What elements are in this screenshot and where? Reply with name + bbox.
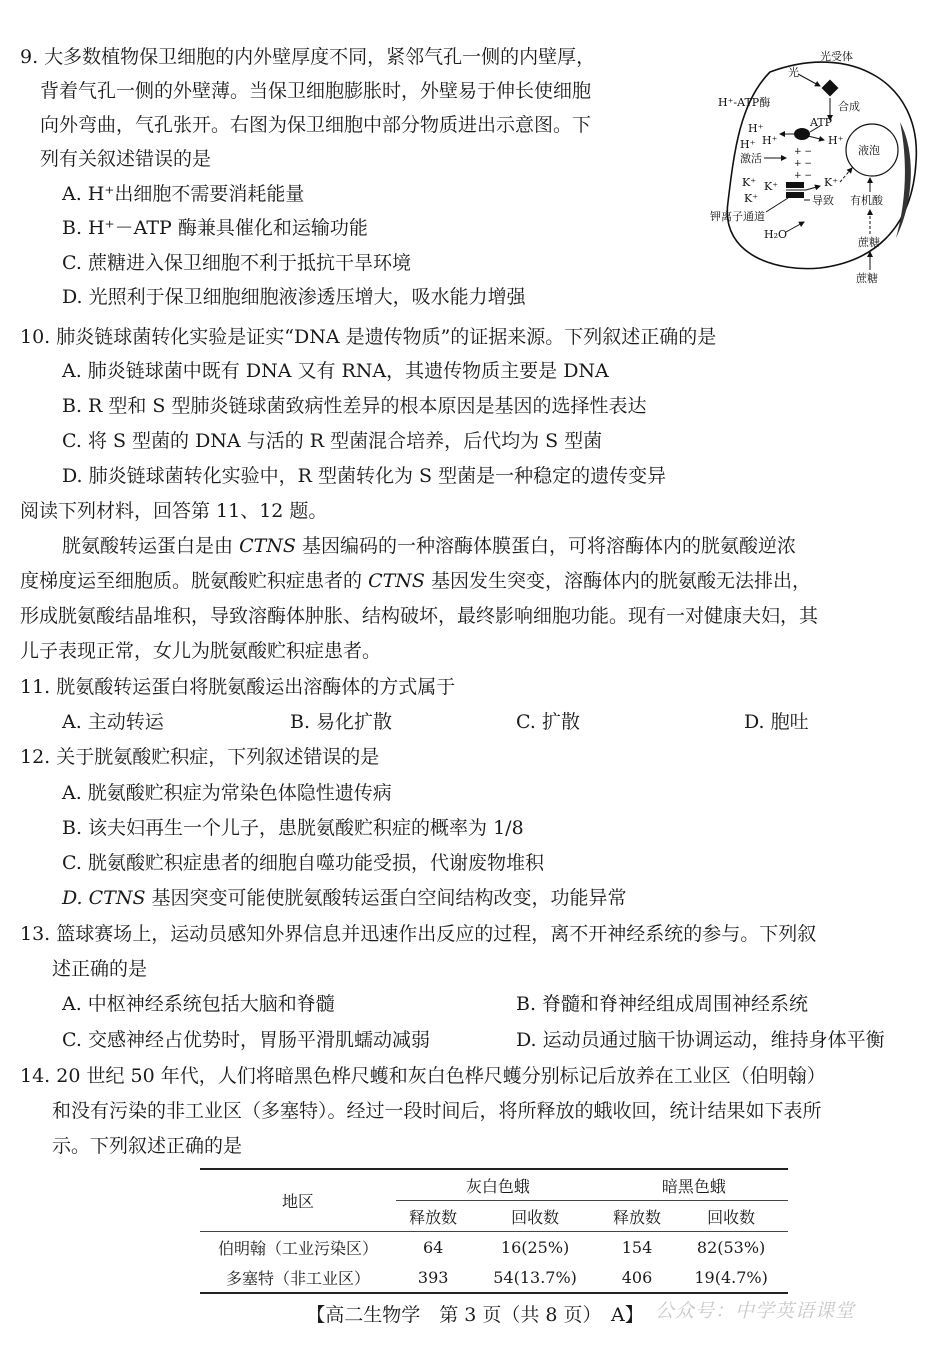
q14-stem-line-2: 和没有污染的非工业区（多塞特）。经过一段时间后，将所释放的蛾收回，统计结果如下表所 <box>52 1100 822 1122</box>
q12-option-d: D. CTNS 基因突变可能使胱氨酸转运蛋白空间结构改变，功能异常 <box>62 887 627 909</box>
table-row <box>200 1232 788 1263</box>
light-moth-header: 灰白色蛾 <box>396 1169 600 1201</box>
activate-label: 激活 <box>740 152 762 165</box>
q12-stem: 12. 关于胱氨酸贮积症，下列叙述错误的是 <box>20 746 380 768</box>
k-label-2: K⁺ <box>764 180 779 193</box>
organic-acid-label: 有机酸 <box>850 194 883 207</box>
q10-option-b: B. R 型和 S 型肺炎链球菌致病性差异的根本原因是基因的选择性表达 <box>62 395 647 417</box>
q10-option-a: A. 肺炎链球菌中既有 DNA 又有 RNA，其遗传物质主要是 DNA <box>62 360 609 382</box>
material-line-3: 形成胱氨酸结晶堆积，导致溶酶体肿胀、结构破坏，最终影响细胞功能。现有一对健康夫妇，其 <box>20 605 819 627</box>
q13-option-a: A. 中枢神经系统包括大脑和脊髓 <box>62 993 335 1015</box>
q9-option-d: D. 光照利于保卫细胞细胞液渗透压增大，吸水能力增强 <box>62 286 526 308</box>
q12-option-b: B. 该夫妇再生一个儿子，患胱氨酸贮积症的概率为 1/8 <box>62 817 524 839</box>
atpase-label: H⁺-ATP酶 <box>718 96 771 109</box>
q11-option-a: A. 主动转运 <box>62 711 164 733</box>
material-line-2: 度梯度运至细胞质。胱氨酸贮积症患者的 CTNS 基因发生突变，溶酶体内的胱氨酸无法排出， <box>20 570 811 592</box>
channel-label: 钾离子通道 <box>710 210 765 223</box>
q14-stem-line-1: 14. 20 世纪 50 年代，人们将暗黑色桦尺蠖和灰白色桦尺蠖分别标记后放养在工业区（伯明翰） <box>20 1065 826 1087</box>
thick-inner-wall <box>896 122 911 238</box>
cell-membrane <box>727 62 916 269</box>
material-line-4: 儿子表现正常，女儿为胱氨酸贮积症患者。 <box>20 640 382 662</box>
q12-option-c: C. 胱氨酸贮积症患者的细胞自噬功能受损，代谢废物堆积 <box>62 852 544 874</box>
light-released-cell: 393 <box>396 1262 470 1293</box>
q14-stem-line-3: 示。下列叙述正确的是 <box>52 1135 243 1157</box>
moth-recapture-table <box>200 1168 788 1294</box>
watermark: 公众号：中学英语课堂 <box>655 1300 856 1322</box>
dark-released-cell: 154 <box>621 1237 653 1257</box>
q10-stem: 10. 肺炎链球菌转化实验是证实“DNA 是遗传物质”的证据来源。下列叙述正确的是 <box>20 326 717 348</box>
q10-option-d: D. 肺炎链球菌转化实验中，R 型菌转化为 S 型菌是一种稳定的遗传变异 <box>62 465 667 487</box>
q10-option-c: C. 将 S 型菌的 DNA 与活的 R 型菌混合培养，后代均为 S 型菌 <box>62 430 603 452</box>
k-label-3: K⁺ <box>744 192 759 205</box>
q12-option-a: A. 胱氨酸贮积症为常染色体隐性遗传病 <box>62 782 392 804</box>
q13-stem-line-2: 述正确的是 <box>52 958 148 980</box>
dark-recaptured-header: 回收数 <box>674 1201 788 1232</box>
atpase <box>794 128 810 140</box>
q11-option-b: B. 易化扩散 <box>290 711 393 733</box>
q9-stem-line-1: 9. 大多数植物保卫细胞的内外壁厚度不同，紧邻气孔一侧的内壁厚， <box>20 46 596 68</box>
q13-option-b: B. 脊髓和脊神经组成周围神经系统 <box>516 993 809 1015</box>
sucrose-outside-label: 蔗糖 <box>856 272 878 285</box>
k-label-1: K⁺ <box>742 176 757 189</box>
light-released-header: 释放数 <box>396 1201 470 1232</box>
k-channel <box>786 182 804 188</box>
material-line-1: 胱氨酸转运蛋白是由 CTNS 基因编码的一种溶酶体膜蛋白，可将溶酶体内的胱氨酸逆浓 <box>62 535 796 557</box>
q11-option-c: C. 扩散 <box>516 711 580 733</box>
light-label: 光 <box>788 66 799 79</box>
light-released-cell: 64 <box>422 1237 444 1257</box>
light-recaptured-cell: 54(13.7%) <box>470 1262 600 1293</box>
h-label-4: H⁺ <box>828 134 844 147</box>
charge-plus: + − <box>794 147 812 157</box>
q13-option-d: D. 运动员通过脑干协调运动，维持身体平衡 <box>516 1029 885 1051</box>
table-header-row <box>200 1169 788 1201</box>
dark-released-cell: 406 <box>600 1262 674 1293</box>
lead-label: 导致 <box>812 194 834 207</box>
material-intro: 阅读下列材料，回答第 11、12 题。 <box>20 500 328 522</box>
light-recaptured-cell: 16(25%) <box>500 1237 570 1257</box>
water-label: H₂O <box>764 228 788 241</box>
q9-option-a: A. H⁺出细胞不需要消耗能量 <box>62 183 305 205</box>
light-receptor <box>822 80 839 97</box>
q13-stem-line-1: 13. 篮球赛场上，运动员感知外界信息并迅速作出反应的过程，离不开神经系统的参与。下列叙 <box>20 923 817 945</box>
dark-moth-header: 暗黑色蛾 <box>600 1169 788 1201</box>
atp-label: ATP <box>810 116 833 129</box>
charge-plus-3: + − <box>794 171 812 181</box>
light-recaptured-header: 回收数 <box>470 1201 600 1232</box>
q9-option-c: C. 蔗糖进入保卫细胞不利于抵抗干旱环境 <box>62 252 411 274</box>
dark-recaptured-cell: 19(4.7%) <box>674 1262 788 1293</box>
q9-stem-line-3: 向外弯曲，气孔张开。右图为保卫细胞中部分物质进出示意图。下 <box>40 114 592 136</box>
q9-option-b: B. H⁺－ATP 酶兼具催化和运输功能 <box>62 217 368 239</box>
charge-plus-2: + − <box>794 159 812 169</box>
page-footer: 【高二生物学 第 3 页（共 8 页） A】 <box>306 1304 644 1326</box>
table-row <box>200 1262 788 1293</box>
k-label-4: K⁺ <box>824 176 839 189</box>
q11-stem: 11. 胱氨酸转运蛋白将胱氨酸运出溶酶体的方式属于 <box>20 676 456 698</box>
h-label-2: H⁺ <box>740 138 756 151</box>
q9-stem-line-2: 背着气孔一侧的外壁薄。当保卫细胞膨胀时，外壁易于伸长使细胞 <box>40 80 592 102</box>
guard-cell-diagram <box>700 42 928 290</box>
q13-option-c: C. 交感神经占优势时，胃肠平滑肌蠕动减弱 <box>62 1029 430 1051</box>
h-label-3: H⁺ <box>762 134 778 147</box>
vacuole-label: 液泡 <box>858 144 880 157</box>
h-label-1: H⁺ <box>748 122 764 135</box>
q11-option-d: D. 胞吐 <box>744 711 809 733</box>
region-header: 地区 <box>200 1169 396 1232</box>
region-cell: 伯明翰（工业污染区） <box>217 1238 378 1258</box>
k-channel-2 <box>786 192 804 198</box>
region-cell: 多塞特（非工业区） <box>200 1262 396 1293</box>
sucrose-inside-label: 蔗糖 <box>858 236 880 249</box>
dark-released-header: 释放数 <box>600 1201 674 1232</box>
receptor-label: 光受体 <box>820 50 853 63</box>
q9-stem-line-4: 列有关叙述错误的是 <box>40 148 212 170</box>
synthesis-label: 合成 <box>838 100 860 113</box>
dark-recaptured-cell: 82(53%) <box>696 1237 766 1257</box>
